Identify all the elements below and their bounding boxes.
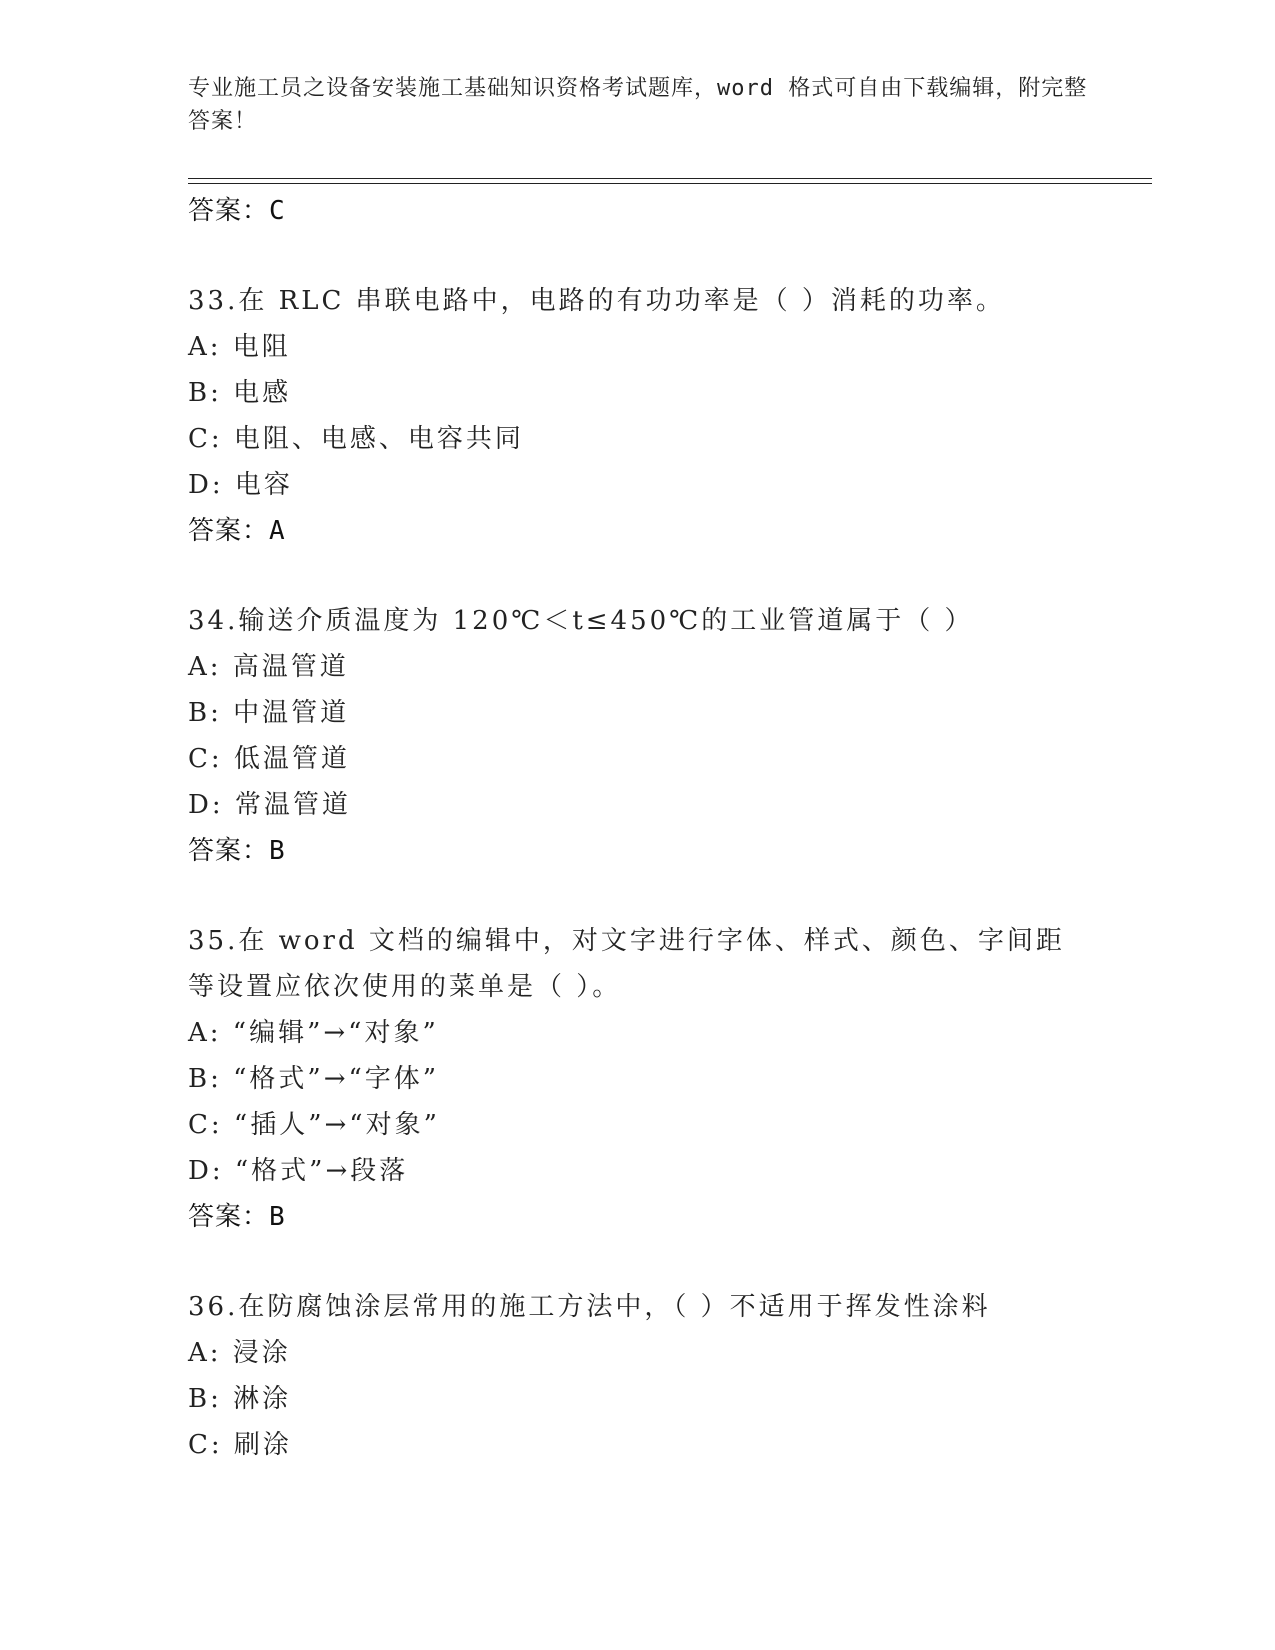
option-c: C: 刷涂: [188, 1430, 292, 1460]
option-c: C: 电阻、电感、电容共同: [188, 424, 524, 454]
answer-line: 答案：B: [188, 836, 286, 866]
option-a: A: 高温管道: [188, 652, 349, 682]
question-list: [188, 188, 1152, 1468]
question-stem: 34.输送介质温度为 120℃＜t≤450℃的工业管道属于（ ）: [188, 606, 974, 636]
question-35: [188, 918, 1152, 1240]
option-b: B: 中温管道: [188, 698, 350, 728]
option-b: B: 电感: [188, 378, 292, 408]
question-stem: 33.在 RLC 串联电路中，电路的有功功率是（ ）消耗的功率。: [188, 286, 1005, 316]
option-a: A: “编辑”→“对象”: [188, 1018, 439, 1048]
header-divider-top: [188, 178, 1152, 179]
option-b: B: 淋涂: [188, 1384, 292, 1414]
option-d: D: 常温管道: [188, 790, 351, 820]
option-a: A: 电阻: [188, 332, 291, 362]
document-header: 专业施工员之设备安装施工基础知识资格考试题库，word 格式可自由下载编辑，附完整答案！: [188, 76, 1088, 134]
answer-line: 答案：B: [188, 1202, 286, 1232]
question-stem: 35.在 word 文档的编辑中，对文字进行字体、样式、颜色、字间距等设置应依次使用的菜单是（ ）。: [188, 926, 1065, 1002]
header-divider-bottom: [188, 183, 1152, 184]
option-a: A: 浸涂: [188, 1338, 291, 1368]
previous-answer: 答案：C: [188, 196, 286, 226]
option-d: D: 电容: [188, 470, 293, 500]
question-33: [188, 278, 1152, 554]
option-c: C: “插人”→“对象”: [188, 1110, 440, 1140]
question-36: [188, 1284, 1152, 1468]
option-d: D: “格式”→段落: [188, 1156, 409, 1186]
question-34: [188, 598, 1152, 874]
answer-line: 答案：A: [188, 516, 286, 546]
option-c: C: 低温管道: [188, 744, 350, 774]
option-b: B: “格式”→“字体”: [188, 1064, 440, 1094]
question-stem: 36.在防腐蚀涂层常用的施工方法中，（ ）不适用于挥发性涂料: [188, 1292, 991, 1322]
